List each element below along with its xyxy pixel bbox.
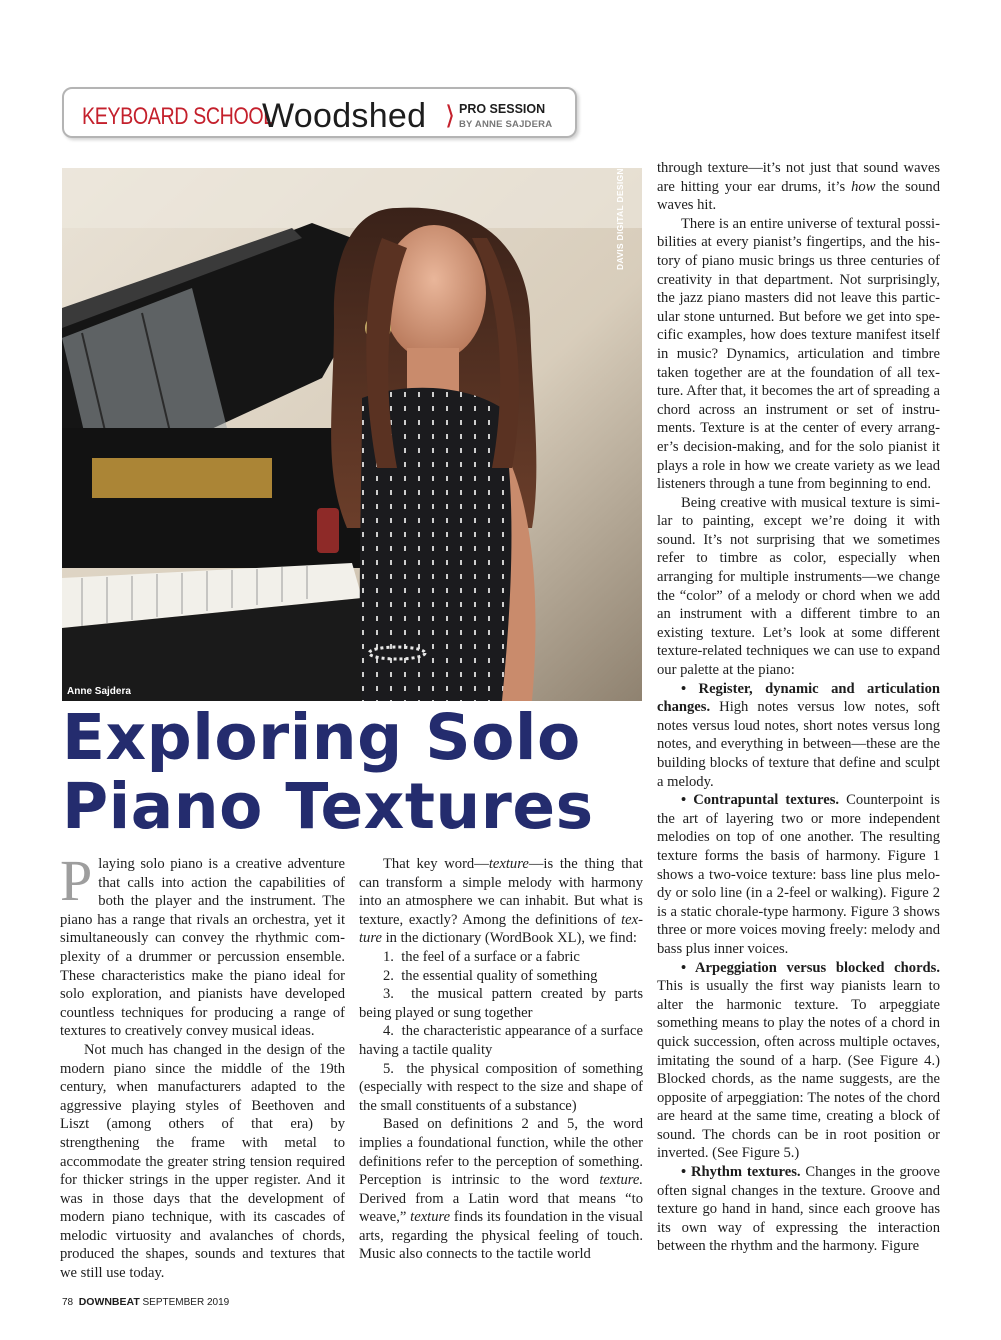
emphasis: texture (488, 856, 529, 872)
column-title: Woodshed (262, 97, 427, 135)
bullet-paragraph (657, 680, 940, 792)
section-header (62, 87, 577, 138)
list-item: 5. the physical composition of something (especially with respect to the size and shape of the small constituents of a substance) (359, 1060, 643, 1114)
author-photo (62, 168, 642, 701)
list-item: 4. the characteristic appearance of a surface having a tactile quality (359, 1023, 643, 1058)
paragraph: There is an entire universe of textural possibilities at every pianist’s fingertips, and the history of piano music brings us three centuries of creativity in that department. Not surprisingly, the jazz piano masters did not leave this particular stone unturned. But before we get into specific examples, how does texture manifest itself in music? Dynamics, articulation and timbre taken together are at the foundation of all texture. After that, it becomes the art of spreading a chord across an instrument or set of instruments. Texture is at the center of every arranger’s decision-making, and for the solo pianist it plays a role in how we create variety as we lead listeners through a tune from beginning to end. (657, 215, 940, 493)
page-number: 78 (62, 1297, 74, 1308)
text-run: High notes versus low notes, soft notes versus loud notes, short notes versus long notes, and everything in between—these are the building blocks of texture that define and sculpt a melody. (657, 699, 940, 790)
text-run: in the dictionary (WordBook XL), we find: (381, 930, 637, 947)
body-column-2 (359, 855, 643, 1264)
paragraph: Being creative with musical texture is similar to painting, except we’re doing it with sound. It’s not surprising that we sometimes refer to timbre as color, especially when arranging for multiple instruments—we change the “color” of a melody or chord when we add an instrument with a different timbre to an existing texture. Let’s look at some different texture-related techniques we can use to expand our palette at the piano: (657, 494, 940, 679)
bullet-heading: • Register, dynamic and articulation changes. (657, 680, 940, 716)
body-column-1 (60, 848, 345, 1283)
emphasis: texture. (599, 1172, 643, 1189)
list-item: 2. the essential quality of something (383, 967, 598, 984)
text-run: Counterpoint is the art of layering two or more independent melodies on top of one another. The resulting texture forms the basis of harmony. Figure 1 shows a two-voice texture: bass line plus melody or solo line (in a 2-feel or walking). Figure 2 is a static chorale-type harmony. Figure 3 shows three or more voices moving freely: melody and bass plus inner voices. (657, 792, 940, 957)
photo-credit: DAVIS DIGITAL DESIGN (615, 168, 625, 270)
emphasis: texture (410, 1209, 451, 1226)
drop-cap: P (60, 848, 93, 913)
paragraph (359, 1115, 643, 1264)
bullet-paragraph (657, 1163, 940, 1256)
issue-date: SEPTEMBER 2019 (142, 1297, 230, 1308)
text-run: This is usually the first way pianists learn to alter the harmonic texture. To arpeggiate something means to play the notes of a chord in quick succession, often across multiple octaves, imitating the sound of a harp. (See Figure 4.) Blocked chords, as the name suggests, are the opposite of arpeggiation: The notes of the chord are heard at the same time, creating a block of sound. The chords can be in root position or inverted. (See Figure 5.) (657, 978, 940, 1162)
section-name: KEYBOARD SCHOOL (82, 103, 274, 130)
list-item: 1. the feel of a surface or a fabric (383, 948, 580, 965)
emphasis: how (851, 178, 876, 195)
headline-line-1: Exploring Solo (62, 701, 581, 774)
bullet-heading: • Contrapuntal textures. (681, 792, 840, 809)
emphasis: texture (359, 911, 643, 947)
bullet-paragraph (657, 959, 940, 1164)
text-run: That key word— (383, 856, 489, 872)
paragraph (657, 159, 940, 215)
text-run: —is the thing that can transform a simple melody with harmony into an atmosphere we can inhabit. But what is texture, exactly? Among the definitions of (359, 856, 643, 928)
text-run: through texture—it’s not just that sound waves are hitting your ear drums, it’s (657, 160, 940, 195)
bullet-heading: • Rhythm textures. (681, 1164, 801, 1181)
pro-session-label: PRO SESSION (459, 102, 546, 116)
article-headline (62, 703, 652, 841)
magazine-brand: DOWNBEAT (78, 1296, 140, 1308)
headline-line-2: Piano Textures (62, 770, 594, 843)
text-run: the sound waves hit. (657, 178, 940, 214)
paragraph-text: laying solo piano is a creative adventure that calls into action the capabilities of both the player and the instrument. The piano has a range that rivals an orchestra, yet it simultaneously can convey the rhythmic complexity of a drummer or percussion ensemble. These characteristics make the piano ideal for solo exploration, and pianists have developed countless techniques for producing a range of textures to creatively convey musical ideas. (60, 856, 345, 1040)
photo-caption: Anne Sajdera (67, 686, 131, 697)
chevron-right-icon: ⟩ (445, 101, 456, 131)
page-footer (62, 1296, 229, 1308)
paragraph (359, 855, 643, 948)
definition-list (359, 948, 643, 1115)
bullet-paragraph (657, 791, 940, 958)
paragraph (60, 848, 345, 1041)
list-item: 3. the musical pattern created by parts being played or sung together (359, 986, 643, 1021)
paragraph: Not much has changed in the design of the modern piano since the middle of the 19th century, when manufacturers adapted to the aggressive playing styles of Beethoven and Liszt (among others of that era) by strengthening the frame with metal to accommodate the greater string tension required for thicker strings in the upper register. And it was in those days that the development of modern piano technique, with its cascades of melodic virtuosity and avalanches of chords, produced the shapes, sounds and textures that we still use today. (60, 1041, 345, 1282)
body-column-3 (657, 159, 940, 1256)
author-byline: BY ANNE SAJDERA (459, 119, 553, 130)
text-run: Based on definitions 2 and 5, the word implies a foundational function, while the other definitions refer to the perception of something. Perception is intrinsic to the word (359, 1116, 643, 1189)
bullet-heading: • Arpeggiation versus blocked chords. (681, 959, 940, 976)
text-run: finds its foundation in the visual arts, regarding the physical feeling of touch. Music also connects to the tactile world (359, 1209, 644, 1263)
text-run: Changes in the groove often signal changes in the texture. Groove and texture go hand in hand, since each groove has its own way of expressing the interaction between the rhythm and the harmony. Figure (657, 1164, 940, 1255)
text-run: Derived from a Latin word that means “to weave,” (359, 1190, 643, 1226)
